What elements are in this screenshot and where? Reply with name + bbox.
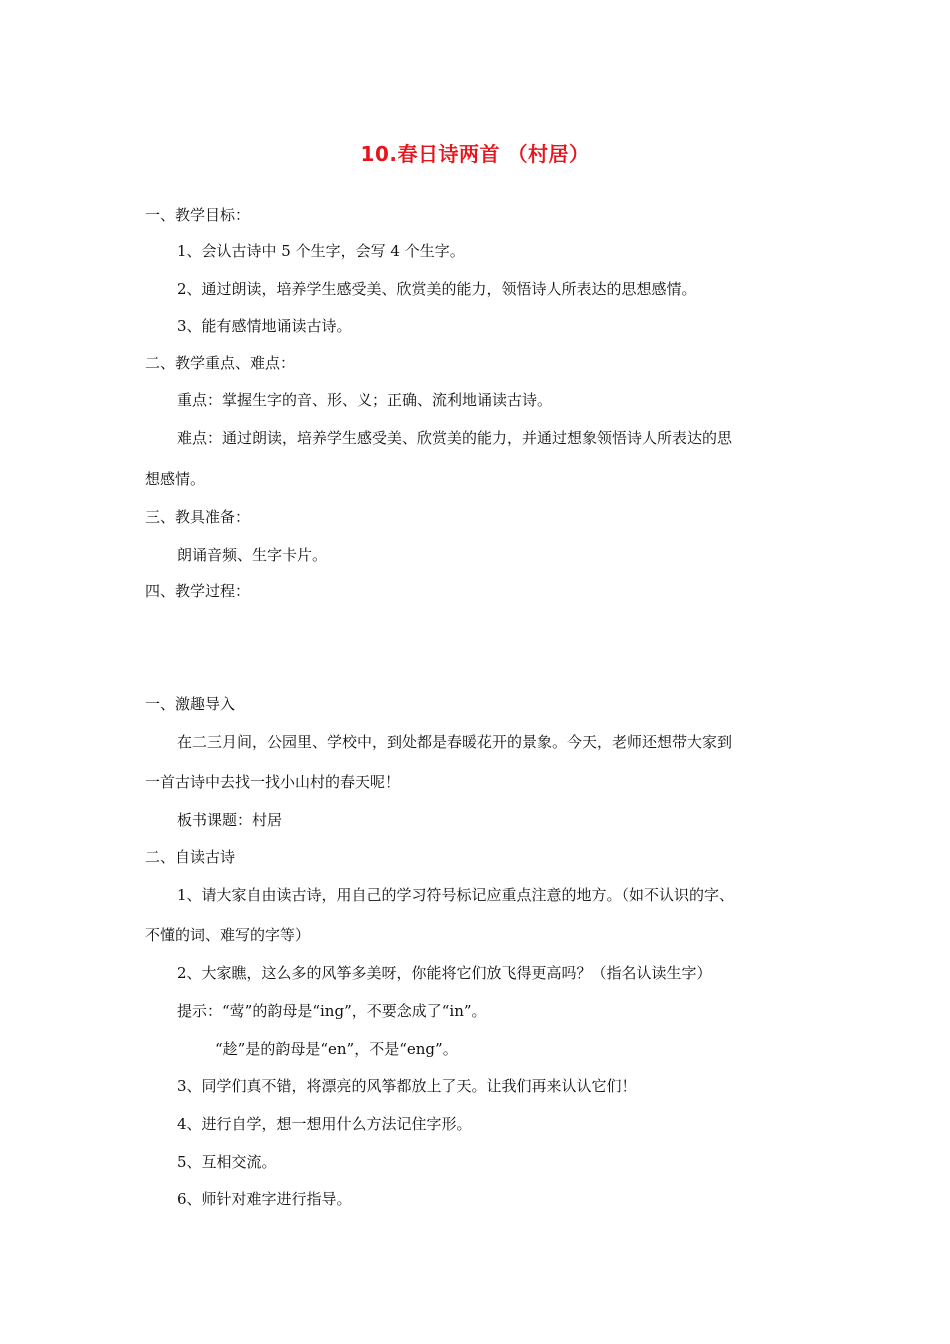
step-item: 1、请大家自由读古诗，用自己的学习符号标记应重点注意的地方。（如不认识的字、 — [177, 886, 735, 904]
goal-item: 3、能有感情地诵读古诗。 — [177, 317, 352, 335]
materials-text: 朗诵音频、生字卡片。 — [177, 546, 328, 564]
goal-item: 1、会认古诗中 5 个生字，会写 4 个生字。 — [177, 242, 465, 260]
intro-text-cont: 一首古诗中去找一找小山村的春天呢！ — [145, 773, 401, 791]
difficulty-text: 难点：通过朗读，培养学生感受美、欣赏美的能力，并通过想象领悟诗人所表达的思 — [177, 429, 733, 447]
step-item: 6、师针对难字进行指导。 — [177, 1190, 352, 1208]
step-item: 4、进行自学，想一想用什么方法记住字形。 — [177, 1115, 472, 1133]
intro-text: 在二三月间，公园里、学校中，到处都是春暖花开的景象。今天，老师还想带大家到 — [177, 733, 733, 751]
tip-text: “趁”是的韵母是“en”，不是“eng”。 — [215, 1040, 458, 1058]
difficulty-text-cont: 想感情。 — [145, 470, 206, 488]
board-title: 板书课题：村居 — [177, 811, 283, 829]
step-item-cont: 不懂的词、难写的字等） — [145, 926, 311, 944]
step-item: 2、大家瞧，这么多的风筝多美呀，你能将它们放飞得更高吗？（指名认读生字） — [177, 964, 712, 982]
section-heading-key-points: 二、教学重点、难点： — [145, 354, 296, 372]
process-heading-self-read: 二、自读古诗 — [145, 848, 236, 866]
tip-text: 提示：“莺”的韵母是“ing”，不要念成了“in”。 — [177, 1002, 487, 1020]
section-heading-goals: 一、教学目标： — [145, 206, 251, 224]
goal-item: 2、通过朗读，培养学生感受美、欣赏美的能力，领悟诗人所表达的思想感情。 — [177, 280, 697, 298]
step-item: 3、同学们真不错，将漂亮的风筝都放上了天。让我们再来认认它们！ — [177, 1077, 637, 1095]
document-title: 10.春日诗两首 （村居） — [360, 142, 590, 166]
section-heading-process: 四、教学过程： — [145, 582, 251, 600]
section-heading-materials: 三、教具准备： — [145, 508, 251, 526]
process-heading-intro: 一、激趣导入 — [145, 695, 236, 713]
key-point-text: 重点：掌握生字的音、形、义；正确、流利地诵读古诗。 — [177, 391, 553, 409]
step-item: 5、互相交流。 — [177, 1153, 277, 1171]
